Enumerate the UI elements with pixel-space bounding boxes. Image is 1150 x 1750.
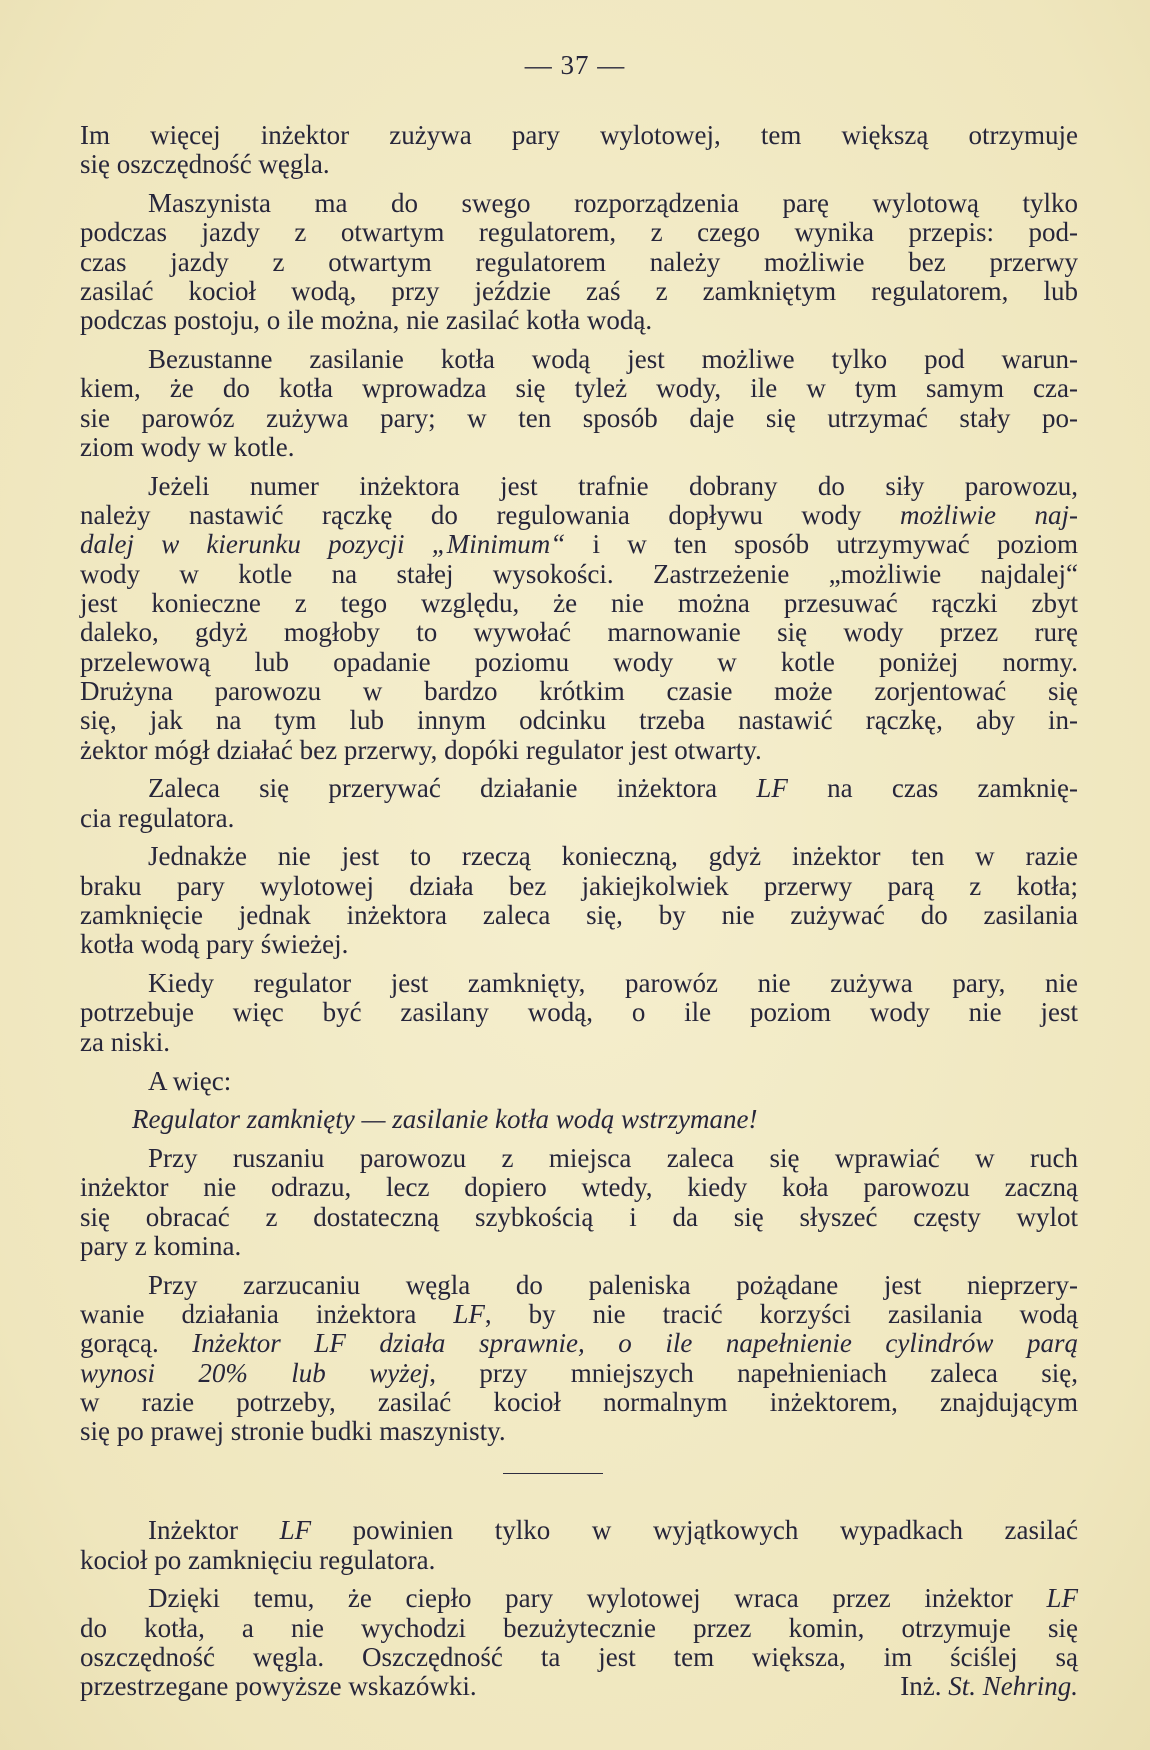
text-line: Jednakże nie jest to rzeczą konieczną, gdyż inżektor ten w razie [148, 841, 1078, 872]
text-line: Przy zarzucaniu węgla do paleniska pożądane jest nieprzery- [148, 1269, 1078, 1300]
text-segment: na czas zamknię- [787, 773, 1078, 804]
text-segment: gorącą. [80, 1328, 193, 1359]
text-line: się oszczędność węgla. [80, 149, 330, 180]
text-line: do kotła, a nie wychodzi bezużytecznie przez komin, otrzymuje się [80, 1612, 1078, 1643]
text-line [80, 1300, 1078, 1329]
text-line: Maszynista ma do swego rozporządzenia parę wylotową tylko [148, 188, 1078, 219]
italic-text: wynosi 20% lub wyżej [80, 1357, 430, 1388]
text-line: pary z komina. [80, 1231, 242, 1261]
text-line: zamknięcie jednak inżektora zaleca się, by nie zużywać do zasilania [80, 900, 1078, 930]
text-line [80, 530, 1078, 559]
italic-text: możliwie naj- [899, 500, 1078, 531]
text-line: Jeżeli numer inżektora jest trafnie dobrany do siły parowozu, [148, 470, 1078, 501]
italic-text: LF [1046, 1583, 1078, 1614]
section-divider [503, 1473, 603, 1474]
text-line [80, 501, 1078, 530]
text-line: sie parowóz zużywa pary; w ten sposób daje się utrzymać stały po- [80, 402, 1078, 433]
text-line: inżektor nie odrazu, lecz dopiero wtedy, kiedy koła parowozu zaczną [80, 1172, 1078, 1203]
text-line: kocioł po zamknięciu regulatora. [80, 1544, 436, 1575]
text-segment: Zaleca się przerywać działanie inżektora [148, 773, 757, 804]
text-line: Im więcej inżektor zużywa pary wylotowej, tem większą otrzymuje [80, 120, 1078, 150]
signature-title: Inż. [900, 1671, 942, 1702]
text-segment: Dzięki temu, że ciepło pary wylotowej wraca przez inżektor [148, 1583, 1047, 1614]
text-line: ziom wody w kotle. [80, 432, 295, 462]
text-line: oszczędność węgla. Oszczędność ta jest tem większa, im ściślej są [80, 1642, 1078, 1672]
text-line: żektor mógł działać bez przerwy, dopóki regulator jest otwarty. [80, 734, 762, 765]
text-line: w razie potrzeby, zasilać kocioł normalnym inżektorem, znajdującym [80, 1387, 1078, 1417]
italic-text: LF [756, 773, 788, 804]
text-line: zasilać kocioł wodą, przy jeździe zaś z zamkniętym regulatorem, lub [80, 276, 1078, 306]
text-line: Drużyna parowozu w bardzo krótkim czasie może zorjentować się [80, 675, 1078, 706]
text-segment: i w ten sposób utrzymywać poziom [565, 529, 1078, 560]
text-line [148, 774, 1078, 803]
text-line: Przy ruszaniu parowozu z miejsca zaleca się wprawiać w ruch [148, 1143, 1078, 1174]
text-line: potrzebuje więc być zasilany wodą, o ile poziom wody nie jest [80, 997, 1078, 1028]
text-segment: należy nastawić rączkę do regulowania dopływu wody [80, 500, 900, 531]
text-line: przelewową lub opadanie poziomu wody w kotle poniżej normy. [80, 646, 1078, 677]
text-line: się, jak na tym lub innym odcinku trzeba nastawić rączkę, aby in- [80, 705, 1078, 736]
text-line [80, 1359, 1078, 1388]
text-segment: , by nie tracić korzyści zasilania wodą [484, 1299, 1078, 1330]
text-line: podczas postoju, o ile można, nie zasilać kotła wodą. [80, 305, 653, 336]
italic-text: dalej w kierunku pozycji „Minimum“ [80, 529, 566, 560]
text-line: A więc: [148, 1065, 232, 1096]
text-line [148, 1584, 1078, 1613]
text-line [148, 1516, 1078, 1545]
signature-name: St. Nehring. [948, 1671, 1078, 1702]
text-line: podczas jazdy z otwartym regulatorem, z czego wynika przepis: pod- [80, 217, 1078, 248]
page-number: — 37 — [524, 50, 626, 80]
text-line: cia regulatora. [80, 802, 235, 833]
italic-text: LF [453, 1299, 485, 1330]
text-line: jest konieczne z tego względu, że nie można przesuwać rączki zbyt [80, 588, 1078, 618]
text-line: za niski. [80, 1026, 170, 1057]
text-segment: wanie działania inżektora [80, 1299, 454, 1330]
text-line [132, 1105, 1078, 1134]
italic-text: Regulator zamknięty — zasilanie kotła wodą wstrzymane! [132, 1104, 758, 1135]
text-segment: , przy mniejszych napełnieniach zaleca się, [429, 1357, 1079, 1388]
text-line: czas jazdy z otwartym regulatorem należy możliwie bez przerwy [80, 246, 1078, 277]
text-line: wody w kotle na stałej wysokości. Zastrzeżenie „możliwie najdalej“ [80, 558, 1078, 589]
text-line: kotła wodą pary świeżej. [80, 929, 349, 960]
text-line [80, 1329, 1078, 1358]
text-line: się obracać z dostateczną szybkością i da się słyszeć częsty wylot [80, 1201, 1078, 1232]
text-segment: Inżektor [148, 1515, 280, 1546]
italic-text: Inżektor LF działa sprawnie, o ile napełnienie cylindrów parą [192, 1328, 1078, 1359]
text-line: braku pary wylotowej działa bez jakiejkolwiek przerwy parą z kotła; [80, 870, 1078, 901]
text-line: Kiedy regulator jest zamknięty, parowóz nie zużywa pary, nie [148, 968, 1078, 999]
text-line: kiem, że do kotła wprowadza się tyleż wody, ile w tym samym cza- [80, 373, 1078, 404]
text-line: Bezustanne zasilanie kotła wodą jest możliwe tylko pod warun- [148, 344, 1078, 375]
italic-text: LF [279, 1515, 312, 1546]
text-line: daleko, gdyż mogłoby to wywołać marnowanie się wody przez rurę [80, 617, 1078, 648]
text-line: przestrzegane powyższe wskazówki. [80, 1671, 477, 1702]
text-line: się po prawej stronie budki maszynisty. [80, 1416, 506, 1447]
text-segment: powinien tylko w wyjątkowych wypadkach zasilać [311, 1515, 1079, 1546]
author-signature [900, 1672, 1078, 1701]
